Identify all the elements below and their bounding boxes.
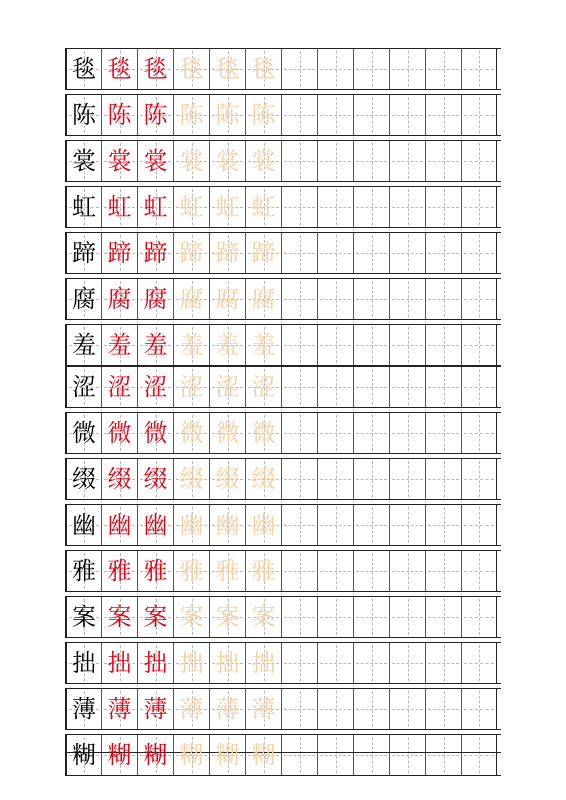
red-character: 拙 bbox=[107, 649, 132, 677]
red-character: 裳 bbox=[143, 147, 168, 175]
demo-cell bbox=[137, 279, 173, 319]
trace-character: 蹄 bbox=[251, 239, 276, 267]
blank-practice-cell bbox=[425, 689, 461, 729]
trace-cell bbox=[245, 505, 281, 545]
blank-practice-cell bbox=[461, 597, 497, 637]
blank-practice-cell bbox=[353, 187, 389, 227]
red-character: 虹 bbox=[143, 193, 168, 221]
red-character: 缀 bbox=[107, 465, 132, 493]
trace-character: 裳 bbox=[179, 147, 204, 175]
trace-character: 毯 bbox=[179, 55, 204, 83]
blank-practice-cell bbox=[425, 367, 461, 407]
model-cell bbox=[65, 551, 101, 591]
trace-cell bbox=[245, 597, 281, 637]
practice-row bbox=[65, 412, 501, 454]
demo-cell bbox=[101, 49, 137, 89]
trace-cell bbox=[173, 689, 209, 729]
blank-practice-cell bbox=[389, 689, 425, 729]
red-character: 微 bbox=[143, 419, 168, 447]
blank-practice-cell bbox=[317, 141, 353, 181]
trace-cell bbox=[209, 551, 245, 591]
blank-practice-cell bbox=[461, 325, 497, 365]
trace-cell bbox=[173, 279, 209, 319]
blank-practice-cell bbox=[353, 367, 389, 407]
red-character: 腐 bbox=[143, 285, 168, 313]
red-character: 薄 bbox=[143, 695, 168, 723]
blank-practice-cell bbox=[281, 459, 317, 499]
trace-cell bbox=[173, 95, 209, 135]
trace-character: 羞 bbox=[215, 331, 240, 359]
trace-character: 涩 bbox=[179, 373, 204, 401]
model-character: 糊 bbox=[72, 741, 96, 769]
demo-cell bbox=[101, 325, 137, 365]
red-character: 糊 bbox=[143, 741, 168, 769]
blank-practice-cell bbox=[317, 367, 353, 407]
trace-character: 虹 bbox=[215, 193, 240, 221]
blank-practice-cell bbox=[281, 367, 317, 407]
blank-practice-cell bbox=[461, 643, 497, 683]
trace-character: 案 bbox=[251, 603, 276, 631]
blank-practice-cell bbox=[317, 187, 353, 227]
model-cell bbox=[65, 413, 101, 453]
trace-cell bbox=[173, 325, 209, 365]
trace-character: 腐 bbox=[215, 285, 240, 313]
model-cell bbox=[65, 597, 101, 637]
trace-character: 微 bbox=[251, 419, 276, 447]
red-character: 毯 bbox=[107, 55, 132, 83]
trace-character: 案 bbox=[179, 603, 204, 631]
trace-character: 裳 bbox=[251, 147, 276, 175]
blank-practice-cell bbox=[425, 233, 461, 273]
model-character: 羞 bbox=[72, 331, 96, 359]
blank-practice-cell bbox=[461, 49, 497, 89]
blank-practice-cell bbox=[461, 95, 497, 135]
blank-practice-cell bbox=[317, 689, 353, 729]
blank-practice-cell bbox=[389, 459, 425, 499]
model-cell bbox=[65, 459, 101, 499]
blank-practice-cell bbox=[461, 413, 497, 453]
blank-practice-cell bbox=[389, 49, 425, 89]
demo-cell bbox=[137, 141, 173, 181]
blank-practice-cell bbox=[389, 141, 425, 181]
trace-cell bbox=[209, 187, 245, 227]
blank-practice-cell bbox=[281, 279, 317, 319]
blank-practice-cell bbox=[281, 689, 317, 729]
trace-cell bbox=[245, 233, 281, 273]
demo-cell bbox=[101, 689, 137, 729]
trace-cell bbox=[245, 187, 281, 227]
blank-practice-cell bbox=[425, 413, 461, 453]
model-character: 毯 bbox=[72, 55, 96, 83]
model-character: 微 bbox=[72, 419, 96, 447]
practice-row bbox=[65, 642, 501, 684]
demo-cell bbox=[101, 279, 137, 319]
red-character: 案 bbox=[143, 603, 168, 631]
trace-cell bbox=[209, 233, 245, 273]
red-character: 涩 bbox=[143, 373, 168, 401]
blank-practice-cell bbox=[461, 279, 497, 319]
red-character: 蹄 bbox=[107, 239, 132, 267]
red-character: 虹 bbox=[107, 193, 132, 221]
red-character: 羞 bbox=[107, 331, 132, 359]
model-character: 虹 bbox=[72, 193, 96, 221]
trace-character: 幽 bbox=[215, 511, 240, 539]
trace-cell bbox=[209, 505, 245, 545]
blank-practice-cell bbox=[425, 551, 461, 591]
red-character: 雅 bbox=[107, 557, 132, 585]
trace-character: 涩 bbox=[215, 373, 240, 401]
model-cell bbox=[65, 505, 101, 545]
trace-cell bbox=[245, 141, 281, 181]
trace-cell bbox=[173, 505, 209, 545]
blank-practice-cell bbox=[317, 643, 353, 683]
trace-character: 羞 bbox=[251, 331, 276, 359]
blank-practice-cell bbox=[281, 325, 317, 365]
model-character: 缀 bbox=[72, 465, 96, 493]
red-character: 幽 bbox=[107, 511, 132, 539]
demo-cell bbox=[137, 551, 173, 591]
blank-practice-cell bbox=[425, 325, 461, 365]
blank-practice-cell bbox=[353, 279, 389, 319]
trace-character: 裳 bbox=[215, 147, 240, 175]
blank-practice-cell bbox=[317, 459, 353, 499]
trace-character: 蹄 bbox=[179, 239, 204, 267]
blank-practice-cell bbox=[353, 413, 389, 453]
blank-practice-cell bbox=[281, 643, 317, 683]
practice-sheet bbox=[65, 48, 501, 780]
trace-character: 拙 bbox=[251, 649, 276, 677]
trace-character: 蹄 bbox=[215, 239, 240, 267]
blank-practice-cell bbox=[317, 49, 353, 89]
blank-practice-cell bbox=[461, 505, 497, 545]
model-character: 腐 bbox=[72, 285, 96, 313]
practice-row bbox=[65, 550, 501, 592]
blank-practice-cell bbox=[461, 233, 497, 273]
blank-practice-cell bbox=[425, 505, 461, 545]
practice-row bbox=[65, 596, 501, 638]
model-cell bbox=[65, 141, 101, 181]
red-character: 腐 bbox=[107, 285, 132, 313]
red-character: 薄 bbox=[107, 695, 132, 723]
trace-character: 缀 bbox=[179, 465, 204, 493]
blank-practice-cell bbox=[317, 551, 353, 591]
practice-row bbox=[65, 504, 501, 546]
demo-cell bbox=[137, 597, 173, 637]
trace-character: 雅 bbox=[179, 557, 204, 585]
red-character: 拙 bbox=[143, 649, 168, 677]
demo-cell bbox=[101, 367, 137, 407]
practice-row bbox=[65, 94, 501, 136]
trace-cell bbox=[173, 187, 209, 227]
blank-practice-cell bbox=[425, 459, 461, 499]
practice-row bbox=[65, 48, 501, 90]
model-cell bbox=[65, 95, 101, 135]
trace-character: 涩 bbox=[251, 373, 276, 401]
red-character: 糊 bbox=[107, 741, 132, 769]
trace-cell bbox=[173, 367, 209, 407]
trace-cell bbox=[173, 233, 209, 273]
model-cell bbox=[65, 187, 101, 227]
trace-cell bbox=[209, 459, 245, 499]
practice-row bbox=[65, 186, 501, 228]
partial-cell bbox=[461, 753, 497, 763]
blank-practice-cell bbox=[461, 141, 497, 181]
practice-row bbox=[65, 140, 501, 182]
model-character: 拙 bbox=[72, 649, 96, 677]
blank-practice-cell bbox=[425, 141, 461, 181]
model-cell bbox=[65, 689, 101, 729]
blank-practice-cell bbox=[389, 187, 425, 227]
red-character: 陈 bbox=[107, 101, 132, 129]
blank-practice-cell bbox=[425, 187, 461, 227]
blank-practice-cell bbox=[425, 95, 461, 135]
trace-cell bbox=[245, 459, 281, 499]
red-character: 陈 bbox=[143, 101, 168, 129]
trace-character: 雅 bbox=[215, 557, 240, 585]
trace-character: 糊 bbox=[251, 741, 276, 769]
blank-practice-cell bbox=[353, 141, 389, 181]
blank-practice-cell bbox=[389, 233, 425, 273]
trace-cell bbox=[209, 597, 245, 637]
blank-practice-cell bbox=[389, 367, 425, 407]
practice-row bbox=[65, 232, 501, 274]
blank-practice-cell bbox=[317, 505, 353, 545]
red-character: 羞 bbox=[143, 331, 168, 359]
model-cell bbox=[65, 49, 101, 89]
blank-practice-cell bbox=[317, 233, 353, 273]
demo-cell bbox=[137, 233, 173, 273]
blank-practice-cell bbox=[281, 597, 317, 637]
blank-practice-cell bbox=[389, 325, 425, 365]
demo-cell bbox=[137, 505, 173, 545]
partial-cell bbox=[317, 753, 353, 763]
model-character: 陈 bbox=[72, 101, 96, 129]
trace-character: 缀 bbox=[251, 465, 276, 493]
trace-cell bbox=[245, 551, 281, 591]
model-character: 裳 bbox=[72, 147, 96, 175]
blank-practice-cell bbox=[281, 551, 317, 591]
model-character: 涩 bbox=[72, 373, 96, 401]
red-character: 案 bbox=[107, 603, 132, 631]
blank-practice-cell bbox=[353, 597, 389, 637]
red-character: 微 bbox=[107, 419, 132, 447]
trace-cell bbox=[209, 367, 245, 407]
trace-cell bbox=[173, 597, 209, 637]
blank-practice-cell bbox=[281, 187, 317, 227]
trace-cell bbox=[209, 413, 245, 453]
red-character: 缀 bbox=[143, 465, 168, 493]
blank-practice-cell bbox=[389, 505, 425, 545]
demo-cell bbox=[137, 49, 173, 89]
model-character: 蹄 bbox=[72, 239, 96, 267]
trace-cell bbox=[209, 49, 245, 89]
blank-practice-cell bbox=[353, 233, 389, 273]
trace-cell bbox=[245, 325, 281, 365]
demo-cell bbox=[101, 459, 137, 499]
demo-cell bbox=[101, 187, 137, 227]
trace-cell bbox=[245, 413, 281, 453]
demo-cell bbox=[101, 551, 137, 591]
trace-cell bbox=[173, 643, 209, 683]
trace-character: 雅 bbox=[251, 557, 276, 585]
blank-practice-cell bbox=[461, 187, 497, 227]
demo-cell bbox=[137, 413, 173, 453]
practice-row bbox=[65, 324, 501, 366]
blank-practice-cell bbox=[389, 279, 425, 319]
trace-character: 拙 bbox=[215, 649, 240, 677]
trace-character: 案 bbox=[215, 603, 240, 631]
trace-character: 薄 bbox=[251, 695, 276, 723]
trace-character: 薄 bbox=[179, 695, 204, 723]
red-character: 涩 bbox=[107, 373, 132, 401]
demo-cell bbox=[101, 141, 137, 181]
blank-practice-cell bbox=[317, 279, 353, 319]
blank-practice-cell bbox=[353, 505, 389, 545]
trace-cell bbox=[173, 49, 209, 89]
trace-character: 幽 bbox=[251, 511, 276, 539]
model-cell bbox=[65, 279, 101, 319]
model-cell bbox=[65, 643, 101, 683]
trace-cell bbox=[209, 279, 245, 319]
trace-character: 虹 bbox=[251, 193, 276, 221]
trace-cell bbox=[245, 95, 281, 135]
trace-cell bbox=[173, 459, 209, 499]
trace-character: 虹 bbox=[179, 193, 204, 221]
blank-practice-cell bbox=[353, 643, 389, 683]
red-character: 幽 bbox=[143, 511, 168, 539]
practice-row bbox=[65, 458, 501, 500]
demo-cell bbox=[101, 413, 137, 453]
model-cell bbox=[65, 367, 101, 407]
demo-cell bbox=[137, 643, 173, 683]
blank-practice-cell bbox=[461, 459, 497, 499]
demo-cell bbox=[137, 689, 173, 729]
demo-cell bbox=[101, 643, 137, 683]
blank-practice-cell bbox=[317, 325, 353, 365]
partial-cell bbox=[389, 753, 425, 763]
blank-practice-cell bbox=[353, 551, 389, 591]
blank-practice-cell bbox=[461, 367, 497, 407]
trace-cell bbox=[245, 49, 281, 89]
red-character: 雅 bbox=[143, 557, 168, 585]
blank-practice-cell bbox=[317, 413, 353, 453]
practice-row bbox=[65, 366, 501, 408]
red-character: 裳 bbox=[107, 147, 132, 175]
trace-cell bbox=[209, 95, 245, 135]
trace-cell bbox=[209, 325, 245, 365]
blank-practice-cell bbox=[425, 643, 461, 683]
blank-practice-cell bbox=[317, 95, 353, 135]
blank-practice-cell bbox=[461, 689, 497, 729]
trace-character: 缀 bbox=[215, 465, 240, 493]
demo-cell bbox=[137, 459, 173, 499]
blank-practice-cell bbox=[281, 141, 317, 181]
trace-character: 毯 bbox=[251, 55, 276, 83]
demo-cell bbox=[137, 187, 173, 227]
model-character: 薄 bbox=[72, 695, 96, 723]
practice-row bbox=[65, 688, 501, 730]
model-character: 雅 bbox=[72, 557, 96, 585]
blank-practice-cell bbox=[461, 551, 497, 591]
blank-practice-cell bbox=[425, 279, 461, 319]
trace-character: 微 bbox=[179, 419, 204, 447]
trace-character: 陈 bbox=[215, 101, 240, 129]
blank-practice-cell bbox=[281, 95, 317, 135]
blank-practice-cell bbox=[425, 597, 461, 637]
trace-cell bbox=[173, 551, 209, 591]
red-character: 毯 bbox=[143, 55, 168, 83]
trace-cell bbox=[245, 643, 281, 683]
trace-cell bbox=[245, 367, 281, 407]
demo-cell bbox=[101, 505, 137, 545]
trace-character: 陈 bbox=[179, 101, 204, 129]
demo-cell bbox=[137, 95, 173, 135]
partial-cell bbox=[353, 753, 389, 763]
trace-character: 薄 bbox=[215, 695, 240, 723]
trace-cell bbox=[173, 141, 209, 181]
blank-practice-cell bbox=[389, 95, 425, 135]
model-cell bbox=[65, 325, 101, 365]
partial-cell bbox=[425, 753, 461, 763]
demo-cell bbox=[101, 597, 137, 637]
blank-practice-cell bbox=[389, 597, 425, 637]
trace-character: 糊 bbox=[179, 741, 204, 769]
model-character: 案 bbox=[72, 603, 96, 631]
blank-practice-cell bbox=[353, 459, 389, 499]
trace-cell bbox=[209, 141, 245, 181]
trace-cell bbox=[245, 279, 281, 319]
trace-cell bbox=[245, 689, 281, 729]
trace-character: 幽 bbox=[179, 511, 204, 539]
demo-cell bbox=[137, 367, 173, 407]
demo-cell bbox=[101, 95, 137, 135]
practice-row bbox=[65, 278, 501, 320]
trace-character: 微 bbox=[215, 419, 240, 447]
blank-practice-cell bbox=[353, 325, 389, 365]
trace-character: 毯 bbox=[215, 55, 240, 83]
trace-character: 拙 bbox=[179, 649, 204, 677]
trace-character: 糊 bbox=[215, 741, 240, 769]
blank-practice-cell bbox=[389, 413, 425, 453]
blank-practice-cell bbox=[281, 233, 317, 273]
blank-practice-cell bbox=[317, 597, 353, 637]
trace-character: 羞 bbox=[179, 331, 204, 359]
trace-character: 陈 bbox=[251, 101, 276, 129]
model-character: 幽 bbox=[72, 511, 96, 539]
trace-character: 腐 bbox=[251, 285, 276, 313]
model-cell bbox=[65, 233, 101, 273]
blank-practice-cell bbox=[389, 551, 425, 591]
blank-practice-cell bbox=[281, 413, 317, 453]
blank-practice-cell bbox=[353, 49, 389, 89]
blank-practice-cell bbox=[281, 505, 317, 545]
trace-cell bbox=[209, 643, 245, 683]
blank-practice-cell bbox=[281, 49, 317, 89]
blank-practice-cell bbox=[353, 689, 389, 729]
blank-practice-cell bbox=[353, 95, 389, 135]
blank-practice-cell bbox=[425, 49, 461, 89]
blank-practice-cell bbox=[389, 643, 425, 683]
demo-cell bbox=[137, 325, 173, 365]
demo-cell bbox=[101, 233, 137, 273]
trace-cell bbox=[209, 689, 245, 729]
trace-character: 腐 bbox=[179, 285, 204, 313]
red-character: 蹄 bbox=[143, 239, 168, 267]
trace-cell bbox=[173, 413, 209, 453]
partial-cell bbox=[281, 753, 317, 763]
